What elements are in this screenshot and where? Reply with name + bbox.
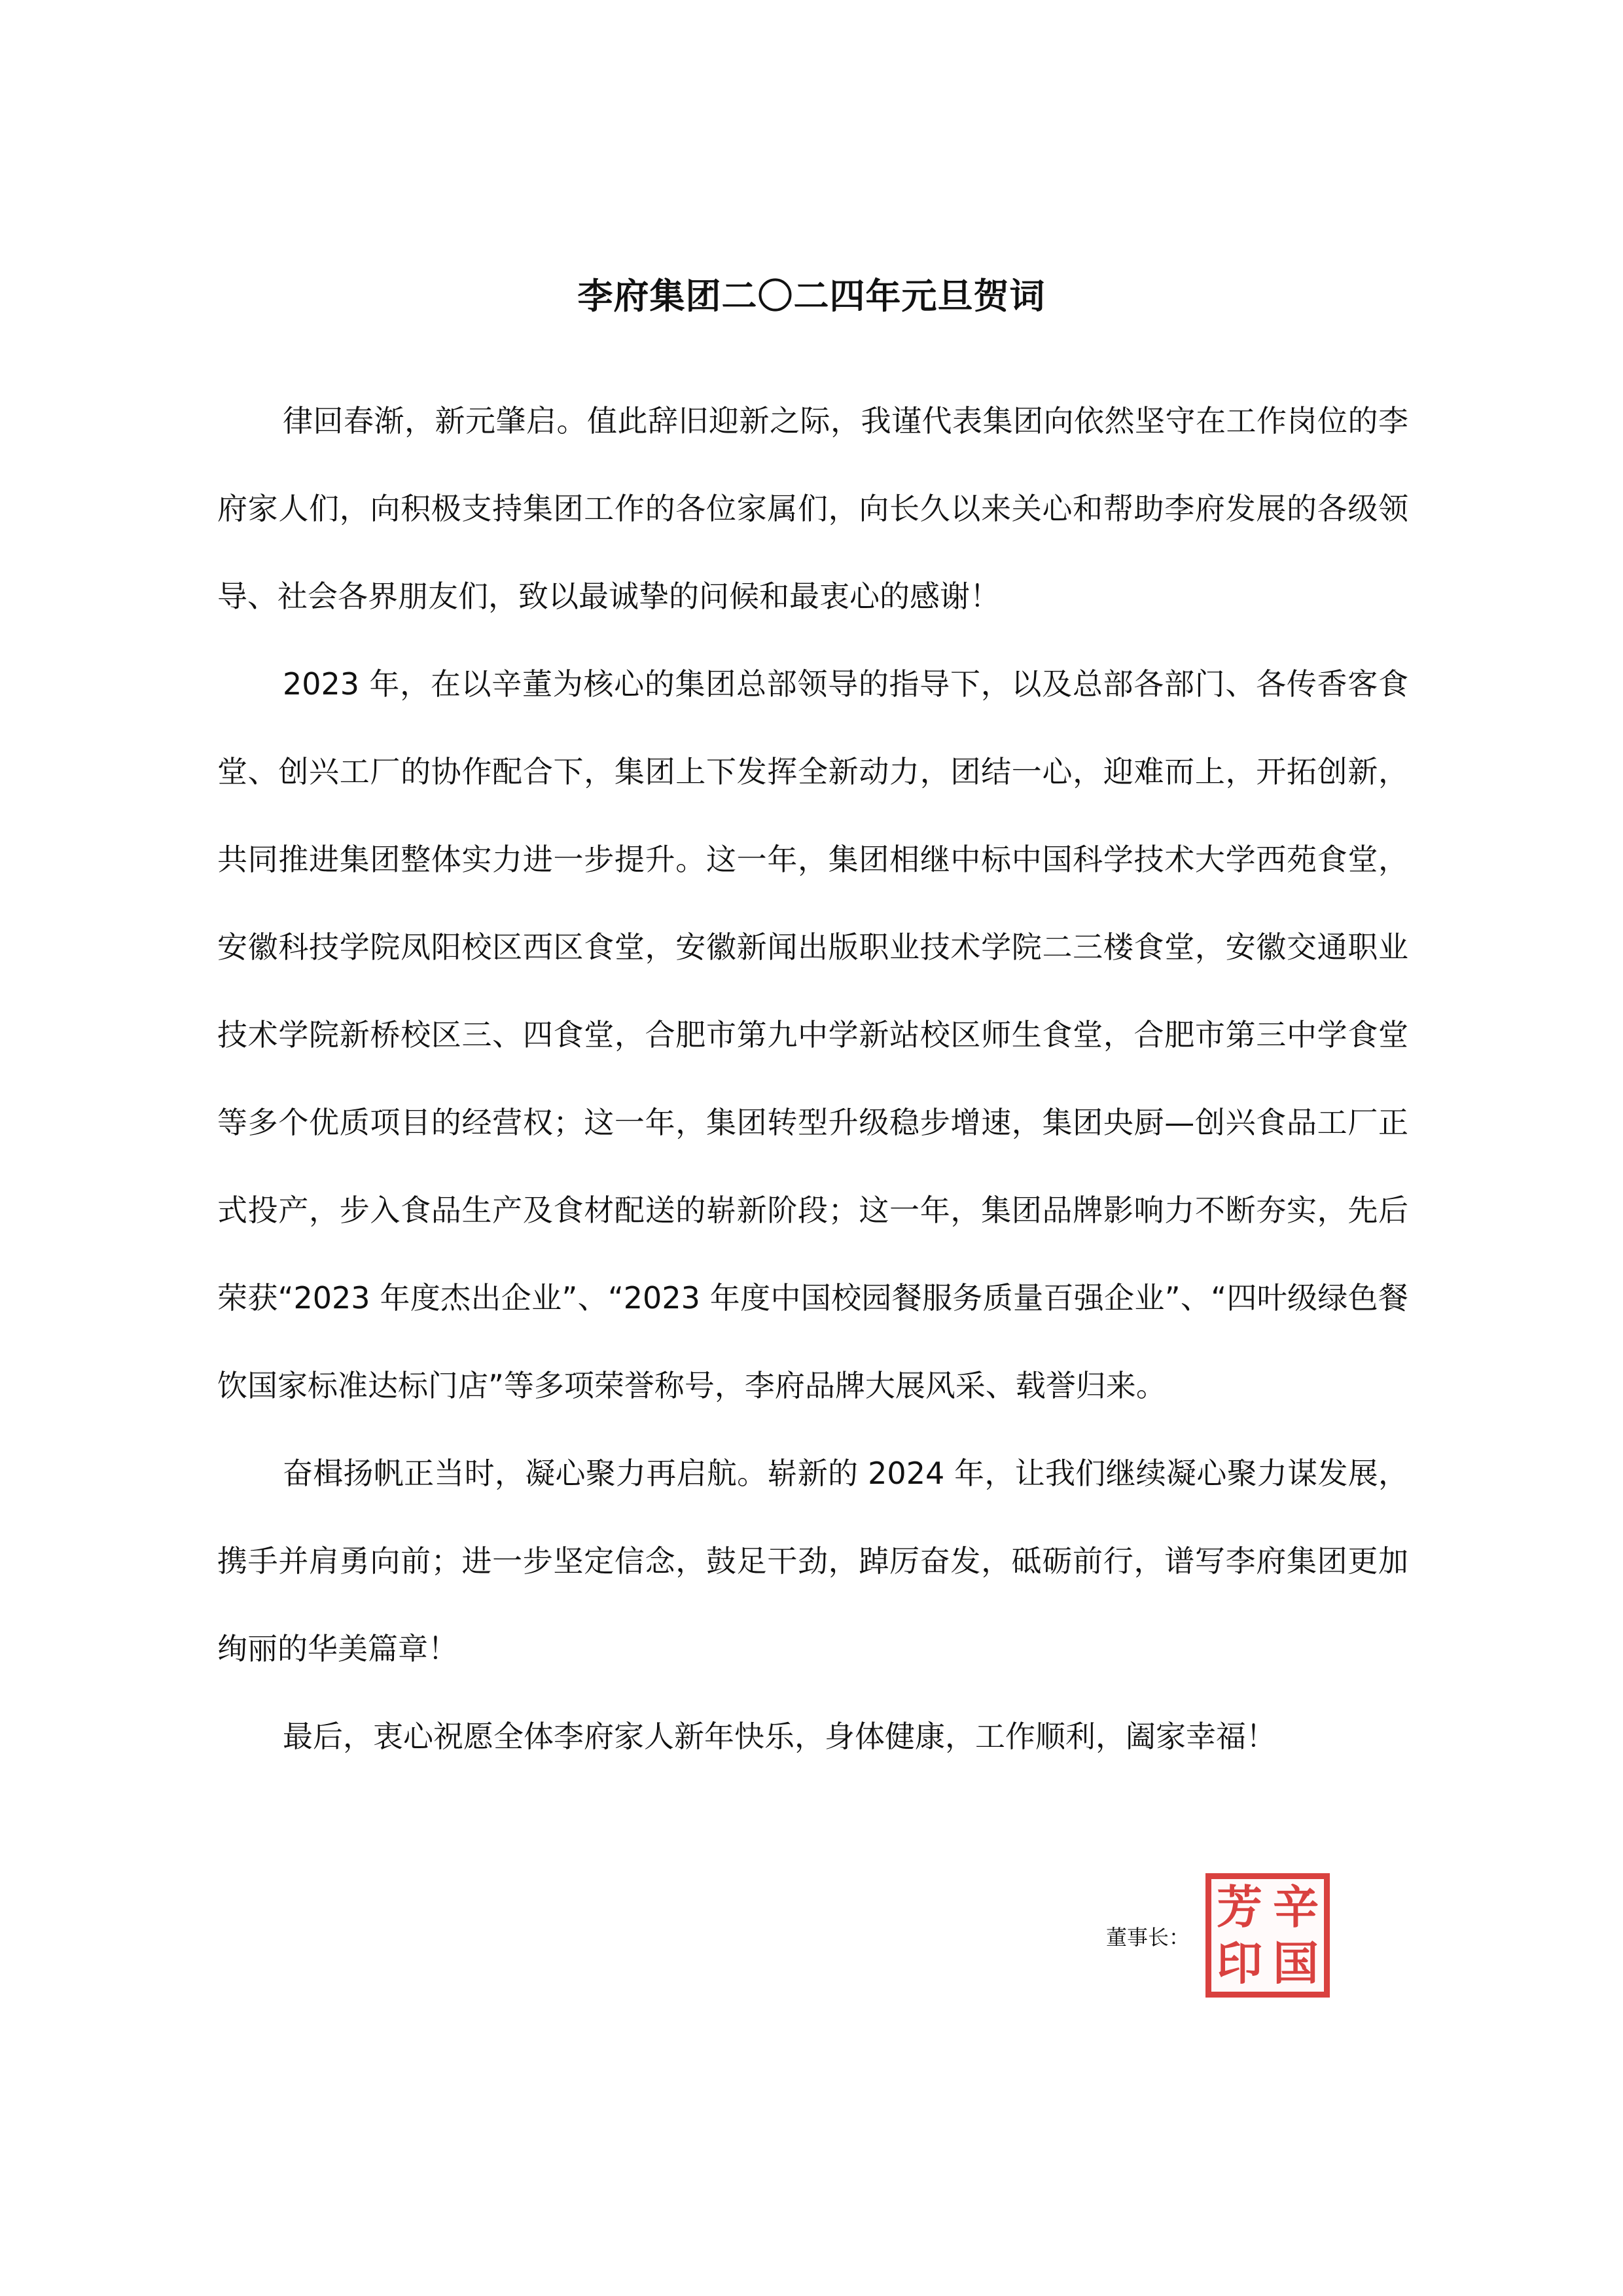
page-title: 李府集团二〇二四年元旦贺词 (577, 276, 1046, 317)
paragraph-2023-review: 2023 年，在以辛董为核心的集团总部领导的指导下，以及总部各部门、各传香客食堂、创兴工厂的协作配合下，集团上下发挥全新动力，团结一心，迎难而上，开拓创新，共同推进集团整体实力进一步提升。这一年，集团相继中标中国科学技术大学西苑食堂，安徽科技学院凤阳校区西区食堂，安徽新闻出版职业技术学院二三楼食堂，安徽交通职业技术学院新桥校区三、四食堂，合肥市第九中学新站校区师生食堂，合肥市第三中学食堂等多个优质项目的经营权；这一年，集团转型升级稳步增速，集团央厨—创兴食品工厂正式投产，步入食品生产及食材配送的崭新阶段；这一年，集团品牌影响力不断夯实，先后荣获“2023 年度杰出企业”、“2023 年度中国校园餐服务质量百强企业”、“四叶级绿色餐饮国家标准达标门店”等多项荣誉称号，李府品牌大展风采、载誉归来。 (217, 666, 1408, 1403)
seal-char: 辛 (1273, 1880, 1319, 1934)
paragraph-closing-wishes: 最后，衷心祝愿全体李府家人新年快乐，身体健康，工作顺利，阖家幸福！ (283, 1719, 1276, 1754)
signature-label: 董事长： (1106, 1925, 1190, 1950)
paragraph-2024-outlook: 奋楫扬帆正当时，凝心聚力再启航。崭新的 2024 年，让我们继续凝心聚力谋发展，携手并肩勇向前；进一步坚定信念，鼓足干劲，踔厉奋发，砥砺前行，谱写李府集团更加绚丽的华美篇章！ (217, 1456, 1408, 1666)
seal-char: 芳 (1217, 1880, 1262, 1934)
seal-char: 国 (1273, 1936, 1319, 1990)
letter-body (217, 377, 1408, 1780)
seal-char: 印 (1217, 1936, 1262, 1990)
paragraph-greeting: 律回春渐，新元肇启。值此辞旧迎新之际，我谨代表集团向依然坚守在工作岗位的李府家人们，向积极支持集团工作的各位家属们，向长久以来关心和帮助李府发展的各级领导、社会各界朋友们，致以最诚挚的问候和最衷心的感谢！ (217, 403, 1408, 614)
chairman-seal-stamp (1205, 1873, 1330, 1998)
